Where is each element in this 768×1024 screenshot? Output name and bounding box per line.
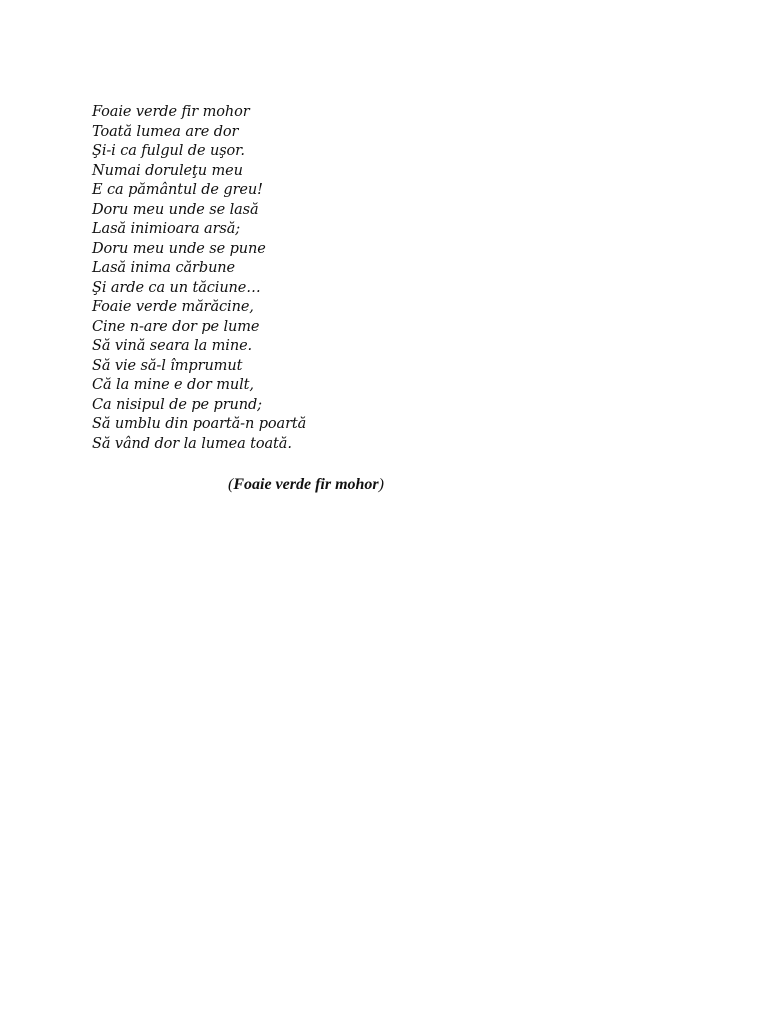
poem-line: Lasă inima cărbune	[92, 260, 236, 276]
poem-line: Şi-i ca fulgul de uşor.	[92, 143, 245, 159]
caption-open-paren: (	[228, 476, 234, 493]
poem-line: Lasă inimioara arsă;	[92, 221, 241, 237]
poem-line: Cine n-are dor pe lume	[92, 318, 260, 335]
poem-title-caption	[228, 475, 384, 495]
poem-line: E ca pământul de greu!	[92, 182, 263, 198]
poem-line: Să vină seara la mine.	[92, 338, 253, 354]
poem-line: Numai doruleţu meu	[92, 162, 243, 179]
poem-text	[92, 103, 306, 454]
poem-line: Ca nisipul de pe prund;	[92, 396, 262, 413]
poem-line: Şi arde ca un tăciune…	[92, 279, 261, 296]
poem-line: Foaie verde fir mohor	[92, 104, 250, 120]
poem-line: Să vând dor la lumea toată.	[92, 435, 292, 452]
poem-line: Toată lumea are dor	[92, 123, 239, 140]
poem-line: Să umblu din poartă-n poartă	[92, 416, 307, 432]
caption-title: Foaie verde fir mohor	[233, 476, 379, 493]
poem-line: Să vie să-l împrumut	[92, 357, 243, 374]
poem-line: Doru meu unde se pune	[92, 240, 266, 257]
poem-line: Că la mine e dor mult,	[92, 377, 254, 393]
poem-line: Doru meu unde se lasă	[92, 201, 259, 218]
caption-close-paren: )	[378, 476, 384, 493]
poem-line: Foaie verde mărăcine,	[92, 299, 254, 315]
